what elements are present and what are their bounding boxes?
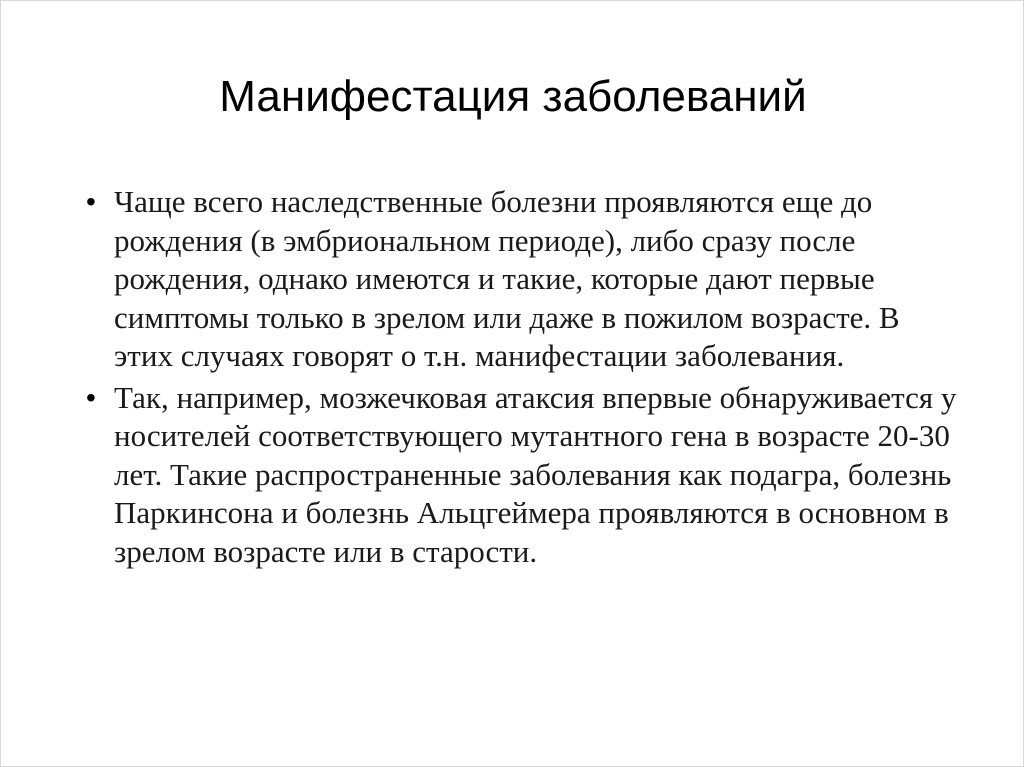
bullet-item: [86, 183, 964, 376]
bullet-text: Так, например, мозжечковая атаксия впервые обнаруживается у носителей соответствующего мутантного гена в возрасте 20-30 лет. Такие распространенные заболевания как подагра, болезнь Паркинсона и болезнь Альцгеймера проявляются в основном в зрелом возрасте или в старости.: [114, 379, 957, 569]
slide-title: Манифестация заболеваний: [219, 72, 807, 121]
bullet-list: [86, 183, 964, 574]
bullet-dot-icon: •: [86, 381, 96, 413]
bullet-item: [86, 379, 964, 572]
bullet-text: Чаще всего наследственные болезни проявляются еще до рождения (в эмбриональном периоде), либо сразу после рождения, однако имеются и такие, которые дают первые симптомы только в зрелом или даже в пожилом возрасте. В этих случаях говорят о т.н. манифестации заболевания.: [114, 184, 900, 373]
bullet-dot-icon: •: [86, 186, 96, 217]
